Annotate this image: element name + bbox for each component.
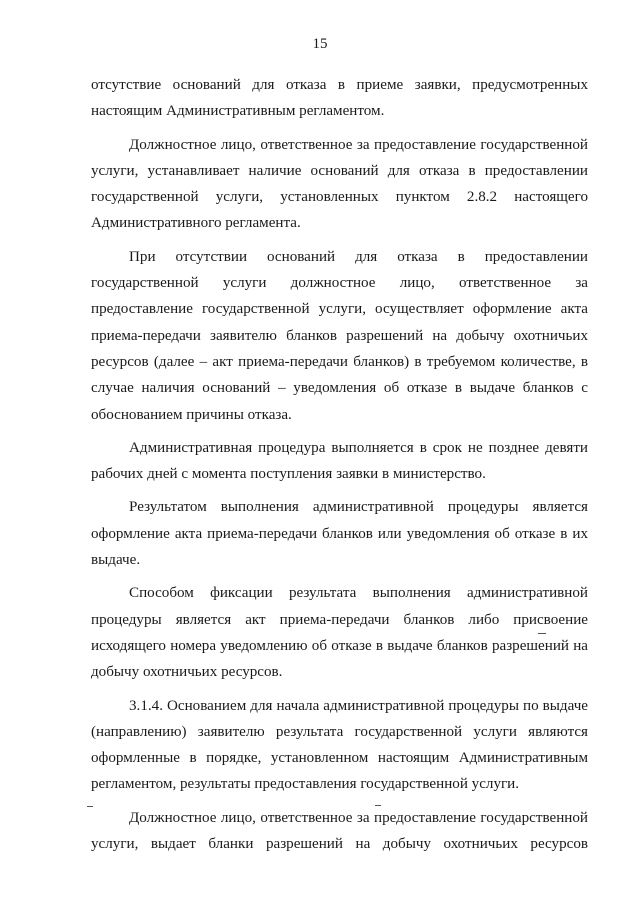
document-body — [91, 72, 588, 864]
paragraph-1: отсутствие оснований для отказа в приеме заявки, предусмотренных настоящим Административным регламентом. — [91, 77, 588, 120]
paragraph-2: Должностное лицо, ответственное за предоставление государственной услуги, устанавливает наличие оснований для отказа в предоставлении государственной услуги, установленных пунктом 2.8.2 настоящего Административного регламента. — [91, 136, 588, 232]
scan-mark — [375, 805, 381, 806]
scan-mark — [87, 806, 93, 807]
paragraph-4: Административная процедура выполняется в срок не позднее девяти рабочих дней с момента поступления заявки в министерство. — [91, 439, 588, 483]
paragraph-8: Должностное лицо, ответственное за предоставление государственной услуги, выдает бланки разрешений на добычу охотничьих ресурсов — [91, 809, 588, 853]
paragraph-6: Способом фиксации результата выполнения административной процедуры является акт приема-передачи бланков либо присвоение исходящего номера уведомлению об отказе в выдаче бланков разрешений на добычу охотничьих ресурсов. — [91, 585, 588, 681]
page-number: 15 — [312, 36, 328, 52]
paragraph-3: При отсутствии оснований для отказа в предоставлении государственной услуги должностное лицо, ответственное за предоставление государственной услуги, осуществляет оформление акта приема-передачи заявителю бланков разрешений на добычу охотничьих ресурсов (далее – акт приема-передачи бланков) в требуемом количестве, в случае наличия оснований – уведомления об отказе в выдаче бланков с обоснованием причины отказа. — [91, 248, 588, 423]
scan-mark — [538, 633, 546, 634]
paragraph-7: 3.1.4. Основанием для начала административной процедуры по выдаче (направлению) заявителю результата государственной услуги являются оформленные в порядке, установленном настоящим Административным регламентом, результаты предоставления государственной услуги. — [91, 697, 588, 793]
paragraph-5: Результатом выполнения административной процедуры является оформление акта приема-передачи бланков или уведомления об отказе в их выдаче. — [91, 499, 588, 569]
